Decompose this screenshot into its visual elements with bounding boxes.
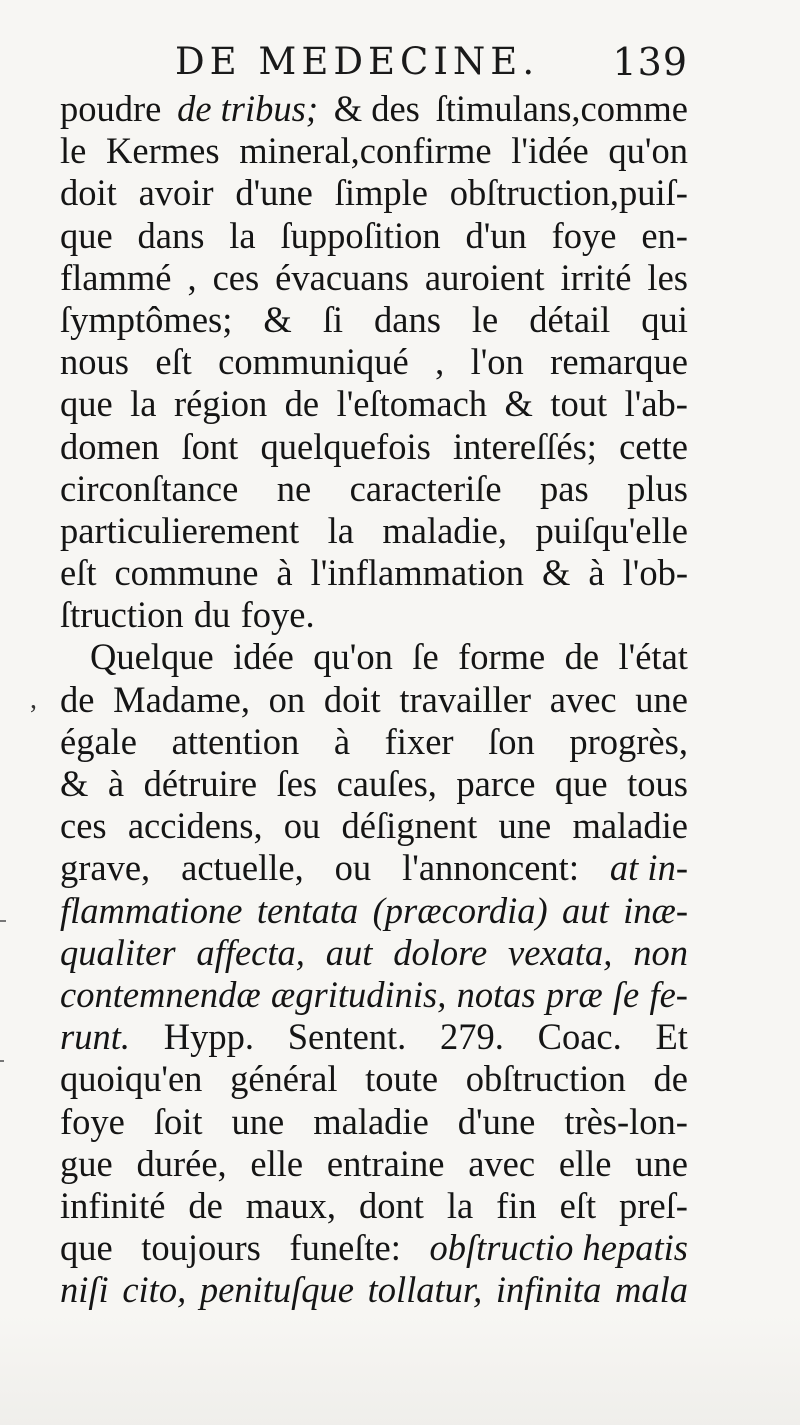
word: , <box>435 341 445 383</box>
word: runt. <box>60 1016 130 1058</box>
word: idée <box>233 636 294 678</box>
word: eſt <box>155 341 192 383</box>
word: foye <box>60 1100 125 1142</box>
word: circonſtance <box>60 467 239 509</box>
word: ſuppoſition <box>280 214 441 256</box>
word: qualiter <box>60 931 176 973</box>
word: affecta, <box>196 931 305 973</box>
word: les <box>647 256 688 298</box>
word: à <box>333 720 351 762</box>
word: d'une <box>235 172 313 214</box>
word: parce <box>456 763 536 804</box>
word: ou <box>283 805 321 847</box>
text-line <box>60 1058 688 1100</box>
word: quoiqu'en <box>60 1058 203 1100</box>
word: général <box>230 1058 338 1100</box>
word: toute <box>365 1058 439 1100</box>
word: à <box>276 552 293 594</box>
word: d'un <box>465 214 527 256</box>
word: 279. <box>440 1016 504 1058</box>
word: ſe <box>412 636 439 678</box>
word: particulierement <box>60 509 300 551</box>
word: travailler <box>399 678 532 720</box>
word: qu'on <box>608 130 688 172</box>
text-line <box>60 1143 688 1185</box>
running-head: DE MEDECINE. <box>175 40 540 83</box>
word: nous <box>60 341 129 383</box>
word: funeſte: <box>289 1227 401 1269</box>
word: fin <box>496 1184 537 1226</box>
word: cette <box>619 425 688 467</box>
word: & <box>542 552 571 594</box>
word: la <box>130 383 157 425</box>
word: la <box>327 509 354 551</box>
word: Et <box>655 1016 688 1058</box>
word: fe- <box>649 973 688 1015</box>
text-line <box>60 805 688 847</box>
word: Quelque <box>90 636 214 678</box>
word: dolore <box>393 931 488 973</box>
word: entraine <box>326 1142 445 1184</box>
word: preſ- <box>619 1184 688 1226</box>
word: l'idée <box>511 130 589 172</box>
word: at in- <box>609 847 688 889</box>
word: durée, <box>136 1142 227 1184</box>
text-line <box>60 679 688 721</box>
word: contemnendæ <box>60 973 261 1015</box>
word: que <box>60 1227 113 1269</box>
word: qu'on <box>313 636 393 678</box>
word: ou <box>334 847 372 889</box>
word: tout <box>550 383 608 425</box>
word: en- <box>641 214 688 256</box>
word: obſtruction,puiſ- <box>449 172 688 214</box>
word: d'une <box>457 1100 536 1142</box>
word: de <box>564 636 600 678</box>
word: attention <box>171 720 300 762</box>
word: l'on <box>470 341 524 383</box>
text-line <box>60 1185 688 1227</box>
text-line <box>60 299 688 341</box>
page-number: 139 <box>612 40 688 84</box>
text-line <box>60 1269 688 1311</box>
word: ſi <box>322 298 344 340</box>
word: quelquefois <box>260 425 431 467</box>
word: maladie, <box>382 509 508 551</box>
word: grave, <box>60 847 151 889</box>
word: de <box>284 383 320 425</box>
word: præ <box>545 973 603 1015</box>
text-line <box>60 1016 688 1058</box>
word: avec <box>468 1142 536 1184</box>
word: eſt <box>60 552 97 594</box>
word: détruire <box>143 763 258 804</box>
body-text <box>60 88 688 1311</box>
word: mineral,confirme <box>239 130 492 172</box>
word: ſon <box>488 720 535 762</box>
word: doit <box>60 172 117 214</box>
word: intereſſés; <box>453 425 597 467</box>
text-line <box>60 974 688 1016</box>
word: domen <box>60 425 160 467</box>
word: obſtruction <box>465 1058 626 1100</box>
word: progrès, <box>569 720 688 762</box>
word: l'ab- <box>624 383 688 425</box>
word: penituſque <box>199 1269 354 1311</box>
word: flammé <box>60 256 172 298</box>
word: Hypp. <box>163 1016 254 1058</box>
word: du <box>193 594 231 636</box>
word: une <box>635 1142 688 1184</box>
margin-dash <box>0 1060 4 1062</box>
word: égale <box>60 720 137 762</box>
word: obſtructio hepatis <box>429 1227 688 1269</box>
word: tentata <box>256 889 359 931</box>
word: on <box>268 678 306 720</box>
word: tous <box>627 763 688 804</box>
word: maux, <box>245 1184 336 1226</box>
word: inæ- <box>623 889 688 931</box>
text-line <box>60 890 688 932</box>
word: elle <box>250 1142 304 1184</box>
word: irrité <box>560 256 632 298</box>
word: ces <box>212 256 260 298</box>
word: ſymptômes; <box>60 298 233 340</box>
text-line <box>60 172 688 214</box>
word: une <box>498 805 552 847</box>
word: tollatur, <box>367 1269 483 1311</box>
word: doit <box>323 678 381 720</box>
word: que <box>60 214 113 256</box>
word: poudre <box>60 88 162 129</box>
word: que <box>554 763 608 804</box>
word: à <box>107 763 125 804</box>
word: & <box>504 383 533 425</box>
text-line <box>60 257 688 299</box>
word: dans <box>374 298 441 340</box>
text-line <box>60 594 688 636</box>
word: ſoit <box>153 1100 203 1142</box>
word: le <box>471 298 499 340</box>
word: déſignent <box>341 805 478 847</box>
word: commune <box>114 552 259 594</box>
word: infinita <box>495 1269 602 1311</box>
text-line <box>60 636 688 678</box>
word: mala <box>614 1269 688 1311</box>
word: gue <box>60 1142 113 1184</box>
text-line <box>60 468 688 510</box>
word: la <box>446 1184 474 1226</box>
word: le <box>60 130 87 172</box>
word: caracteriſe <box>349 467 502 509</box>
word: fixer <box>384 720 454 762</box>
word: de tribus; <box>177 88 318 129</box>
word: elle <box>558 1142 612 1184</box>
word: ſtimulans,comme <box>435 88 688 129</box>
word: région <box>173 383 268 425</box>
word: ſes <box>276 763 318 804</box>
word: de <box>653 1058 688 1100</box>
word: , <box>187 256 197 298</box>
word: & des <box>333 88 420 129</box>
text-line <box>60 1101 688 1143</box>
word: une <box>635 678 688 720</box>
word: Madame, <box>113 678 250 720</box>
text-line <box>60 88 688 130</box>
word: aut <box>325 931 373 973</box>
word: à <box>588 552 605 594</box>
word: ægritudinis, <box>270 973 447 1015</box>
word: avoir <box>138 172 214 214</box>
text-line <box>60 932 688 974</box>
text-line <box>60 383 688 425</box>
word: dont <box>358 1184 424 1226</box>
word: pas <box>540 467 589 509</box>
word: plus <box>627 467 688 509</box>
word: cauſes, <box>336 763 437 804</box>
word: de <box>60 678 95 720</box>
word: ſimple <box>334 172 428 214</box>
text-line <box>60 215 688 257</box>
word: foye. <box>240 594 315 636</box>
text-line <box>60 847 688 889</box>
word: maladie <box>313 1100 429 1142</box>
word: Coac. <box>537 1016 622 1058</box>
word: avec <box>549 678 617 720</box>
word: vexata, <box>508 931 613 973</box>
word: actuelle, <box>181 847 304 889</box>
word: détail <box>529 298 611 340</box>
text-line <box>60 510 688 552</box>
word: foye <box>551 214 617 256</box>
word: l'annoncent: <box>402 847 579 889</box>
text-line <box>60 552 688 594</box>
word: communiqué <box>218 341 409 383</box>
word: Kermes <box>106 130 220 172</box>
word: l'ob- <box>622 552 688 594</box>
word: cito, <box>122 1269 187 1311</box>
word: infinité <box>60 1184 166 1226</box>
word: l'état <box>618 636 688 678</box>
word: l'eſtomach <box>336 383 488 425</box>
word: Sentent. <box>287 1016 407 1058</box>
word: auroient <box>424 256 545 298</box>
word: très-lon- <box>564 1100 688 1142</box>
word: (præcordia) <box>372 889 548 931</box>
text-line <box>60 763 688 805</box>
word: aut <box>562 889 609 931</box>
word: ces <box>60 805 107 847</box>
word: flammatione <box>60 889 243 931</box>
word: puiſqu'elle <box>535 509 688 551</box>
word: non <box>633 931 688 973</box>
text-line <box>60 341 688 383</box>
word: accidens, <box>127 805 263 847</box>
word: toujours <box>141 1227 261 1269</box>
word: dans <box>137 214 205 256</box>
word: niſi <box>60 1269 109 1311</box>
word: notas <box>456 973 536 1015</box>
word: une <box>231 1100 285 1142</box>
text-line <box>60 721 688 763</box>
margin-dash <box>0 920 6 922</box>
word: ſtruction <box>60 594 184 636</box>
text-line <box>60 1227 688 1269</box>
word: qui <box>641 298 688 340</box>
word: maladie <box>572 805 688 847</box>
word: que <box>60 383 113 425</box>
text-line <box>60 426 688 468</box>
word: & <box>263 298 292 340</box>
text-line <box>60 130 688 172</box>
word: eſt <box>559 1184 597 1226</box>
word: forme <box>458 636 546 678</box>
word: ſe <box>612 973 640 1015</box>
word: ne <box>276 467 312 509</box>
word: & <box>60 763 89 804</box>
word: évacuans <box>275 256 409 298</box>
margin-mark: , <box>30 684 37 715</box>
word: remarque <box>550 341 688 383</box>
word: la <box>229 214 256 256</box>
word: l'inflammation <box>310 552 524 594</box>
word: de <box>188 1184 223 1226</box>
word: ſont <box>181 425 239 467</box>
